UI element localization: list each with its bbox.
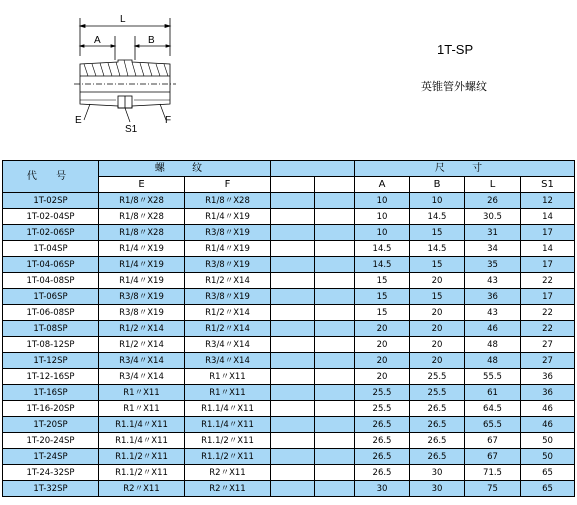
cell-blank	[315, 433, 355, 449]
cell-thread-F: R1/2〃X14	[185, 273, 271, 289]
cell-blank	[315, 257, 355, 273]
cell-blank	[315, 273, 355, 289]
cell-thread-E: R1/2〃X14	[99, 337, 185, 353]
cell-blank	[271, 273, 315, 289]
table-row	[3, 209, 575, 225]
table-row	[3, 385, 575, 401]
cell-S1: 17	[521, 257, 575, 273]
cell-thread-F: R1.1/2〃X11	[185, 433, 271, 449]
table-row	[3, 401, 575, 417]
cell-L: 55.5	[465, 369, 521, 385]
header-row	[3, 161, 575, 177]
cell-S1: 22	[521, 273, 575, 289]
cell-thread-E: R3/4〃X14	[99, 369, 185, 385]
cell-S1: 46	[521, 401, 575, 417]
table-row	[3, 417, 575, 433]
col-header-B: B	[410, 177, 465, 193]
cell-L: 67	[465, 433, 521, 449]
cell-code: 1T-02SP	[3, 193, 99, 209]
size-header: 尺 寸	[355, 161, 575, 177]
cell-S1: 65	[521, 481, 575, 497]
table-row	[3, 321, 575, 337]
cell-A: 10	[355, 193, 410, 209]
cell-thread-F: R1/2〃X14	[185, 305, 271, 321]
cell-thread-F: R1/8〃X28	[185, 193, 271, 209]
cell-A: 10	[355, 225, 410, 241]
cell-thread-E: R1/8〃X28	[99, 193, 185, 209]
cell-thread-E: R1/8〃X28	[99, 209, 185, 225]
cell-blank	[271, 225, 315, 241]
cell-L: 64.5	[465, 401, 521, 417]
cell-S1: 14	[521, 209, 575, 225]
cell-blank	[271, 369, 315, 385]
cell-L: 75	[465, 481, 521, 497]
cell-thread-F: R1〃X11	[185, 369, 271, 385]
cell-thread-F: R1.1/2〃X11	[185, 449, 271, 465]
cell-blank	[271, 305, 315, 321]
table-row	[3, 225, 575, 241]
cell-blank	[315, 417, 355, 433]
table-row	[3, 449, 575, 465]
col-header-A: A	[355, 177, 410, 193]
cell-blank	[315, 193, 355, 209]
table-row	[3, 369, 575, 385]
cell-L: 46	[465, 321, 521, 337]
cell-B: 26.5	[410, 449, 465, 465]
cell-thread-E: R3/8〃X19	[99, 305, 185, 321]
cell-thread-E: R2〃X11	[99, 481, 185, 497]
cell-code: 1T-02-06SP	[3, 225, 99, 241]
cell-code: 1T-20SP	[3, 417, 99, 433]
cell-thread-F: R2〃X11	[185, 465, 271, 481]
cell-blank	[315, 305, 355, 321]
dim-label-A: A	[94, 35, 101, 46]
cell-B: 26.5	[410, 433, 465, 449]
cell-B: 10	[410, 193, 465, 209]
cell-thread-F: R3/4〃X14	[185, 353, 271, 369]
cell-blank	[315, 209, 355, 225]
cell-blank	[271, 209, 315, 225]
part-description: 英锥管外螺纹	[421, 80, 487, 93]
cell-code: 1T-06SP	[3, 289, 99, 305]
cell-blank	[271, 289, 315, 305]
table-row	[3, 305, 575, 321]
cell-code: 1T-32SP	[3, 481, 99, 497]
cell-A: 10	[355, 209, 410, 225]
cell-A: 20	[355, 321, 410, 337]
cell-code: 1T-06-08SP	[3, 305, 99, 321]
cell-thread-E: R1/8〃X28	[99, 225, 185, 241]
blank-header	[271, 161, 355, 177]
cell-thread-E: R1.1/2〃X11	[99, 465, 185, 481]
dim-label-B: B	[148, 35, 155, 46]
cell-L: 48	[465, 337, 521, 353]
cell-A: 26.5	[355, 417, 410, 433]
cell-code: 1T-02-04SP	[3, 209, 99, 225]
cell-L: 34	[465, 241, 521, 257]
cell-S1: 17	[521, 225, 575, 241]
cell-blank	[315, 241, 355, 257]
cell-thread-E: R1/2〃X14	[99, 321, 185, 337]
code-header: 代 号	[3, 161, 99, 193]
cell-B: 26.5	[410, 401, 465, 417]
cell-A: 20	[355, 369, 410, 385]
cell-code: 1T-04-06SP	[3, 257, 99, 273]
thread-header: 螺 纹	[99, 161, 271, 177]
cell-S1: 36	[521, 385, 575, 401]
cell-thread-F: R2〃X11	[185, 481, 271, 497]
table-row	[3, 241, 575, 257]
cell-blank	[315, 353, 355, 369]
cell-thread-E: R1〃X11	[99, 401, 185, 417]
cell-blank	[315, 481, 355, 497]
cell-blank	[271, 449, 315, 465]
cell-A: 25.5	[355, 385, 410, 401]
col-header-blank	[271, 177, 315, 193]
cell-B: 14.5	[410, 241, 465, 257]
cell-code: 1T-24SP	[3, 449, 99, 465]
cell-blank	[315, 321, 355, 337]
table-row	[3, 337, 575, 353]
cell-A: 30	[355, 481, 410, 497]
cell-blank	[315, 225, 355, 241]
table-row	[3, 273, 575, 289]
cell-B: 20	[410, 273, 465, 289]
cell-L: 48	[465, 353, 521, 369]
cell-thread-E: R1/4〃X19	[99, 241, 185, 257]
cell-B: 25.5	[410, 385, 465, 401]
cell-A: 15	[355, 289, 410, 305]
cell-blank	[271, 257, 315, 273]
cell-A: 26.5	[355, 433, 410, 449]
fitting-drawing	[60, 8, 200, 138]
cell-blank	[271, 481, 315, 497]
cell-thread-F: R1〃X11	[185, 385, 271, 401]
col-header-blank	[315, 177, 355, 193]
cell-B: 14.5	[410, 209, 465, 225]
cell-thread-F: R1.1/4〃X11	[185, 401, 271, 417]
cell-code: 1T-12-16SP	[3, 369, 99, 385]
cell-S1: 50	[521, 433, 575, 449]
cell-blank	[271, 385, 315, 401]
cell-thread-F: R3/8〃X19	[185, 257, 271, 273]
cell-thread-E: R1.1/4〃X11	[99, 433, 185, 449]
cell-code: 1T-04-08SP	[3, 273, 99, 289]
cell-S1: 65	[521, 465, 575, 481]
table-row	[3, 257, 575, 273]
cell-L: 65.5	[465, 417, 521, 433]
cell-thread-E: R3/8〃X19	[99, 289, 185, 305]
cell-B: 20	[410, 305, 465, 321]
cell-L: 26	[465, 193, 521, 209]
cell-blank	[271, 193, 315, 209]
cell-L: 71.5	[465, 465, 521, 481]
cell-blank	[271, 321, 315, 337]
cell-L: 36	[465, 289, 521, 305]
cell-blank	[315, 449, 355, 465]
cell-thread-E: R1.1/4〃X11	[99, 417, 185, 433]
cell-A: 26.5	[355, 465, 410, 481]
cell-thread-E: R3/4〃X14	[99, 353, 185, 369]
cell-thread-E: R1〃X11	[99, 385, 185, 401]
cell-B: 30	[410, 481, 465, 497]
cell-A: 20	[355, 353, 410, 369]
cell-A: 25.5	[355, 401, 410, 417]
table-row	[3, 433, 575, 449]
cell-thread-F: R1/2〃X14	[185, 321, 271, 337]
cell-code: 1T-16-20SP	[3, 401, 99, 417]
cell-S1: 27	[521, 353, 575, 369]
cell-B: 15	[410, 289, 465, 305]
cell-blank	[271, 401, 315, 417]
cell-code: 1T-12SP	[3, 353, 99, 369]
cell-blank	[315, 289, 355, 305]
cell-L: 31	[465, 225, 521, 241]
table-row	[3, 465, 575, 481]
table-row	[3, 193, 575, 209]
cell-B: 15	[410, 225, 465, 241]
cell-L: 61	[465, 385, 521, 401]
cell-S1: 22	[521, 321, 575, 337]
cell-thread-F: R1/4〃X19	[185, 209, 271, 225]
cell-L: 35	[465, 257, 521, 273]
cell-blank	[271, 241, 315, 257]
cell-B: 30	[410, 465, 465, 481]
cell-S1: 36	[521, 369, 575, 385]
cell-blank	[271, 417, 315, 433]
col-header-S1: S1	[521, 177, 575, 193]
cell-thread-E: R1/4〃X19	[99, 273, 185, 289]
cell-thread-F: R3/8〃X19	[185, 289, 271, 305]
cell-code: 1T-08SP	[3, 321, 99, 337]
cell-code: 1T-04SP	[3, 241, 99, 257]
cell-A: 15	[355, 305, 410, 321]
cell-thread-F: R1/4〃X19	[185, 241, 271, 257]
cell-blank	[315, 385, 355, 401]
cell-B: 15	[410, 257, 465, 273]
cell-S1: 46	[521, 417, 575, 433]
cell-blank	[315, 401, 355, 417]
cell-B: 26.5	[410, 417, 465, 433]
cell-S1: 22	[521, 305, 575, 321]
cell-blank	[315, 337, 355, 353]
cell-blank	[315, 465, 355, 481]
dim-label-F: F	[165, 115, 172, 126]
dim-label-S1: S1	[125, 124, 138, 135]
cell-blank	[271, 353, 315, 369]
col-header-L: L	[465, 177, 521, 193]
cell-blank	[315, 369, 355, 385]
table-row	[3, 481, 575, 497]
cell-thread-F: R3/8〃X19	[185, 225, 271, 241]
cell-code: 1T-16SP	[3, 385, 99, 401]
dim-label-L: L	[120, 14, 126, 25]
col-header-F: F	[185, 177, 271, 193]
cell-L: 43	[465, 273, 521, 289]
cell-A: 15	[355, 273, 410, 289]
cell-code: 1T-20-24SP	[3, 433, 99, 449]
cell-blank	[271, 465, 315, 481]
cell-thread-F: R1.1/4〃X11	[185, 417, 271, 433]
cell-L: 67	[465, 449, 521, 465]
cell-thread-F: R3/4〃X14	[185, 337, 271, 353]
cell-A: 14.5	[355, 241, 410, 257]
cell-A: 26.5	[355, 449, 410, 465]
cell-L: 43	[465, 305, 521, 321]
cell-B: 20	[410, 337, 465, 353]
spec-table	[2, 160, 575, 497]
table-row	[3, 289, 575, 305]
cell-S1: 12	[521, 193, 575, 209]
cell-L: 30.5	[465, 209, 521, 225]
col-header-E: E	[99, 177, 185, 193]
cell-code: 1T-08-12SP	[3, 337, 99, 353]
cell-thread-E: R1/4〃X19	[99, 257, 185, 273]
dim-label-E: E	[75, 115, 82, 126]
part-code: 1T-SP	[437, 42, 474, 57]
cell-blank	[271, 433, 315, 449]
cell-A: 20	[355, 337, 410, 353]
cell-blank	[271, 337, 315, 353]
cell-B: 25.5	[410, 369, 465, 385]
cell-S1: 14	[521, 241, 575, 257]
table-row	[3, 353, 575, 369]
cell-B: 20	[410, 353, 465, 369]
cell-A: 14.5	[355, 257, 410, 273]
cell-S1: 50	[521, 449, 575, 465]
cell-code: 1T-24-32SP	[3, 465, 99, 481]
cell-B: 20	[410, 321, 465, 337]
cell-thread-E: R1.1/2〃X11	[99, 449, 185, 465]
cell-S1: 27	[521, 337, 575, 353]
cell-S1: 17	[521, 289, 575, 305]
